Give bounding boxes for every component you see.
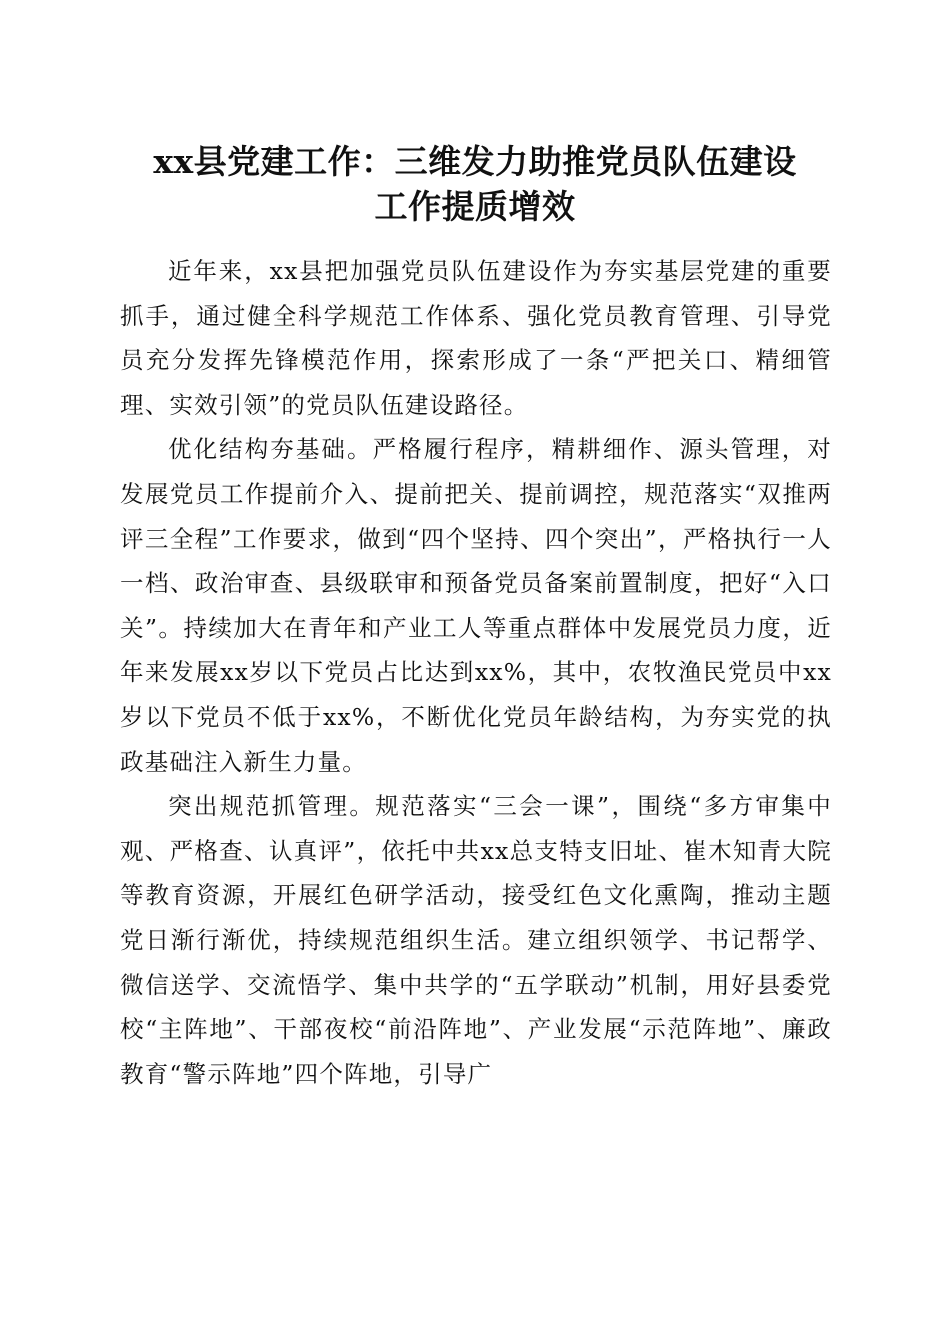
paragraph-intro: 近年来，xx县把加强党员队伍建设作为夯实基层党建的重要抓手，通过健全科学规范工作体系、强化党员教育管理、引导党员充分发挥先锋模范作用，探索形成了一条“严把关口、精细管理、实效引领”的党员队伍建设路径。	[120, 257, 832, 419]
document-title-line-2: 工作提质增效	[374, 187, 576, 226]
paragraph-standardize-management: 突出规范抓管理。规范落实“三会一课”，围绕“多方审集中观、严格查、认真评”，依托中共xx总支特支旧址、崔木知青大院等教育资源，开展红色研学活动，接受红色文化熏陶，推动主题党日渐行渐优，持续规范组织生活。建立组织领学、书记帮学、微信送学、交流悟学、集中共学的“五学联动”机制，用好县委党校“主阵地”、干部夜校“前沿阵地”、产业发展“示范阵地”、廉政教育“警示阵地”四个阵地，引导广	[120, 792, 832, 1088]
document-body	[120, 249, 832, 1096]
document-title-line-1: xx县党建工作：三维发力助推党员队伍建设	[153, 142, 797, 181]
paragraph-optimize-structure: 优化结构夯基础。严格履行程序，精耕细作、源头管理，对发展党员工作提前介入、提前把关、提前调控，规范落实“双推两评三全程”工作要求，做到“四个坚持、四个突出”，严格执行一人一档、政治审查、县级联审和预备党员备案前置制度，把好“入口关”。持续加大在青年和产业工人等重点群体中发展党员力度，近年来发展xx岁以下党员占比达到xx%，其中，农牧渔民党员中xx岁以下党员不低于xx%，不断优化党员年龄结构，为夯实党的执政基础注入新生力量。	[120, 435, 832, 776]
